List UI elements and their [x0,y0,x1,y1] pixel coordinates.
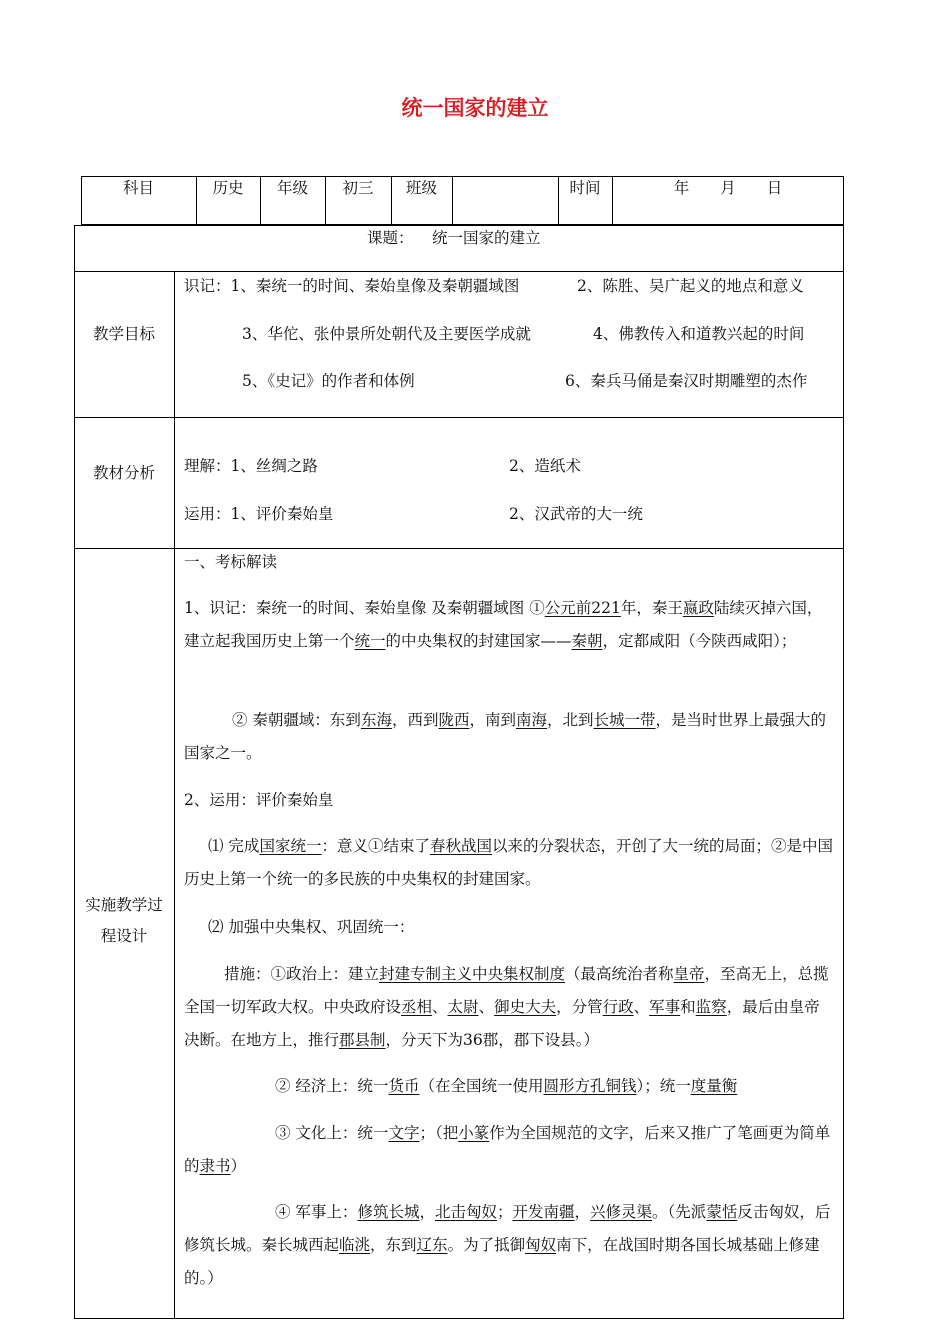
underlined-term: 文字 [388,1124,420,1142]
text-run: 作为全国规范的文字，后来又推广了笔画更为简单的 [184,1124,831,1175]
text-run: ② 秦朝疆域：东到 [232,711,361,729]
paragraph-centralization: ⑵ 加强中央集权、巩固统一： [208,918,415,936]
grade-value: 初三 [342,179,374,197]
text-run: 。为了抵御 [447,1236,526,1254]
text-run: ）；统一 [636,1077,691,1095]
analysis-label: 教材分析 [92,464,155,482]
text-run: 。（先派 [652,1203,707,1221]
underlined-term: 军事 [649,998,681,1016]
row-divider [74,417,844,418]
paragraph-economy [275,1077,737,1095]
underlined-term: 修筑长城 [357,1203,420,1221]
underlined-term: 陇西 [438,711,470,729]
text-run: ④ 军事上： [275,1203,358,1221]
grade-label: 年级 [276,179,308,197]
text-run: 的中央集权的封建国家—— [385,632,572,650]
underlined-term: 郡县制 [339,1031,386,1049]
text-run: （在全国统一使用 [419,1077,544,1095]
text-run: 措施：①政治上：建立 [224,965,380,983]
text-run: ② 经济上：统一 [275,1077,389,1095]
text-run: 以来的分裂状态，开创了大一统的局面；②是中国历史上第一个统一的多民族的中央集权的封建国家。 [184,837,833,888]
text-run: 年，秦王 [620,599,683,617]
paragraph-identify [184,592,834,658]
paragraph-politics [184,958,834,1057]
document-title: 统一国家的建立 [401,96,549,120]
underlined-term: 丞相 [401,998,433,1016]
text-run: ，分管 [556,998,603,1016]
text-run: ：意义①结束了 [321,837,430,855]
subject-value: 历史 [212,179,244,197]
underlined-term: 南海 [516,711,548,729]
underlined-term: 隶书 [199,1157,231,1175]
underlined-term: 秦朝 [571,632,603,650]
goals-line3-b: 6、秦兵马俑是秦汉时期雕塑的杰作 [565,372,808,390]
text-run: 1、识记：秦统一的时间、秦始皇像 及秦朝疆域图 ① [184,599,545,617]
underlined-term: 行政 [602,998,634,1016]
process-label-line1: 实施教学过 [85,896,163,914]
underlined-term: 监察 [695,998,727,1016]
section-heading: 一、考标解读 [184,553,278,571]
underlined-term: 蒙恬 [706,1203,738,1221]
paragraph-military [184,1196,834,1295]
text-run: ，东到 [370,1236,417,1254]
underlined-term: 御史大夫 [494,998,557,1016]
paragraph-culture [184,1117,834,1183]
text-run: ，分天下为36郡，郡下设县。） [385,1031,600,1049]
text-run: 、 [432,998,448,1016]
text-run: ，北到 [547,711,594,729]
text-run: ） [230,1157,247,1175]
goals-label: 教学目标 [92,325,155,343]
text-run: 南下，在战国时期各国长城基础上修建的。） [184,1236,820,1287]
analysis-line1-a: 理解：1、丝绸之路 [184,457,318,475]
text-run: 、 [478,998,495,1016]
underlined-term: 国家统一 [259,837,322,855]
analysis-line1-b: 2、造纸术 [509,457,581,475]
date-value: 年 月 日 [673,179,783,197]
goals-line2-b: 4、佛教传入和道教兴起的时间 [593,325,805,343]
analysis-line2-a: 运用：1、评价秦始皇 [184,505,334,523]
underlined-term: 开发南疆 [512,1203,575,1221]
underlined-term: 春秋战国 [429,837,492,855]
text-run: ，西到 [391,711,439,729]
text-run: ，是当时世界上最强大的国家之一。 [184,711,827,762]
row-divider [74,548,844,549]
paragraph-unification [184,830,834,896]
underlined-term: 圆形方孔铜钱 [543,1077,637,1095]
topic-value: 统一国家的建立 [432,229,541,247]
text-run: （最高统治者称 [565,965,674,983]
text-run: ，南到 [469,711,516,729]
process-label-line2: 程设计 [100,927,148,945]
time-label: 时间 [569,179,601,197]
goals-line2-a: 3、华佗、张仲景所处朝代及主要医学成就 [242,325,531,343]
row-divider [74,271,844,272]
underlined-term: 匈奴 [525,1236,557,1254]
goals-line3-a: 5、《史记》的作者和体例 [242,372,415,390]
text-run: 陆续灭掉六国，建立起我国历史上第一个 [184,599,823,650]
header-divider [452,176,453,225]
text-run: ， [419,1203,435,1221]
section-heading: 2、运用：评价秦始皇 [184,791,334,809]
underlined-term: 北击匈奴 [434,1203,497,1221]
text-run: 反击匈奴，后修筑长城。秦长城西起 [184,1203,831,1254]
text-run: ，定都咸阳（今陕西咸阳）； [602,632,797,650]
goals-line1-a: 识记：1、秦统一的时间、秦始皇像及秦朝疆域图 [184,277,520,295]
text-run: ； [496,1203,513,1221]
topic-label: 课题： [367,229,414,247]
underlined-term: 度量衡 [690,1077,738,1095]
underlined-term: 公元前221 [544,599,621,617]
text-run: ， [574,1203,591,1221]
text-run: ，至高无上，总揽全国一切军政大权。中央政府设 [184,965,829,1016]
text-run: ；（把 [419,1124,459,1142]
underlined-term: 东海 [360,711,392,729]
analysis-line2-b: 2、汉武帝的大一统 [509,505,643,523]
subject-label: 科目 [122,179,154,197]
underlined-term: 封建专制主义中央集权制度 [379,965,566,983]
underlined-term: 临洮 [339,1236,371,1254]
underlined-term: 皇帝 [673,965,705,983]
underlined-term: 长城一带 [593,711,656,729]
underlined-term: 嬴政 [682,599,714,617]
underlined-term: 统一 [354,632,386,650]
text-run: 和 [680,998,696,1016]
paragraph-territory [184,704,834,770]
underlined-term: 兴修灵渠 [590,1203,653,1221]
underlined-term: 辽东 [416,1236,448,1254]
text-run: ③ 文化上：统一 [275,1124,389,1142]
column-divider [174,271,175,1319]
underlined-term: 小篆 [458,1124,490,1142]
underlined-term: 货币 [388,1077,420,1095]
class-label: 班级 [405,179,437,197]
goals-line1-b: 2、陈胜、吴广起义的地点和意义 [577,277,804,295]
text-run: 、 [633,998,650,1016]
underlined-term: 太尉 [447,998,479,1016]
text-run: ，最后由皇帝决断。在地方上，推行 [184,998,820,1049]
text-run: ⑴ 完成 [208,837,260,855]
